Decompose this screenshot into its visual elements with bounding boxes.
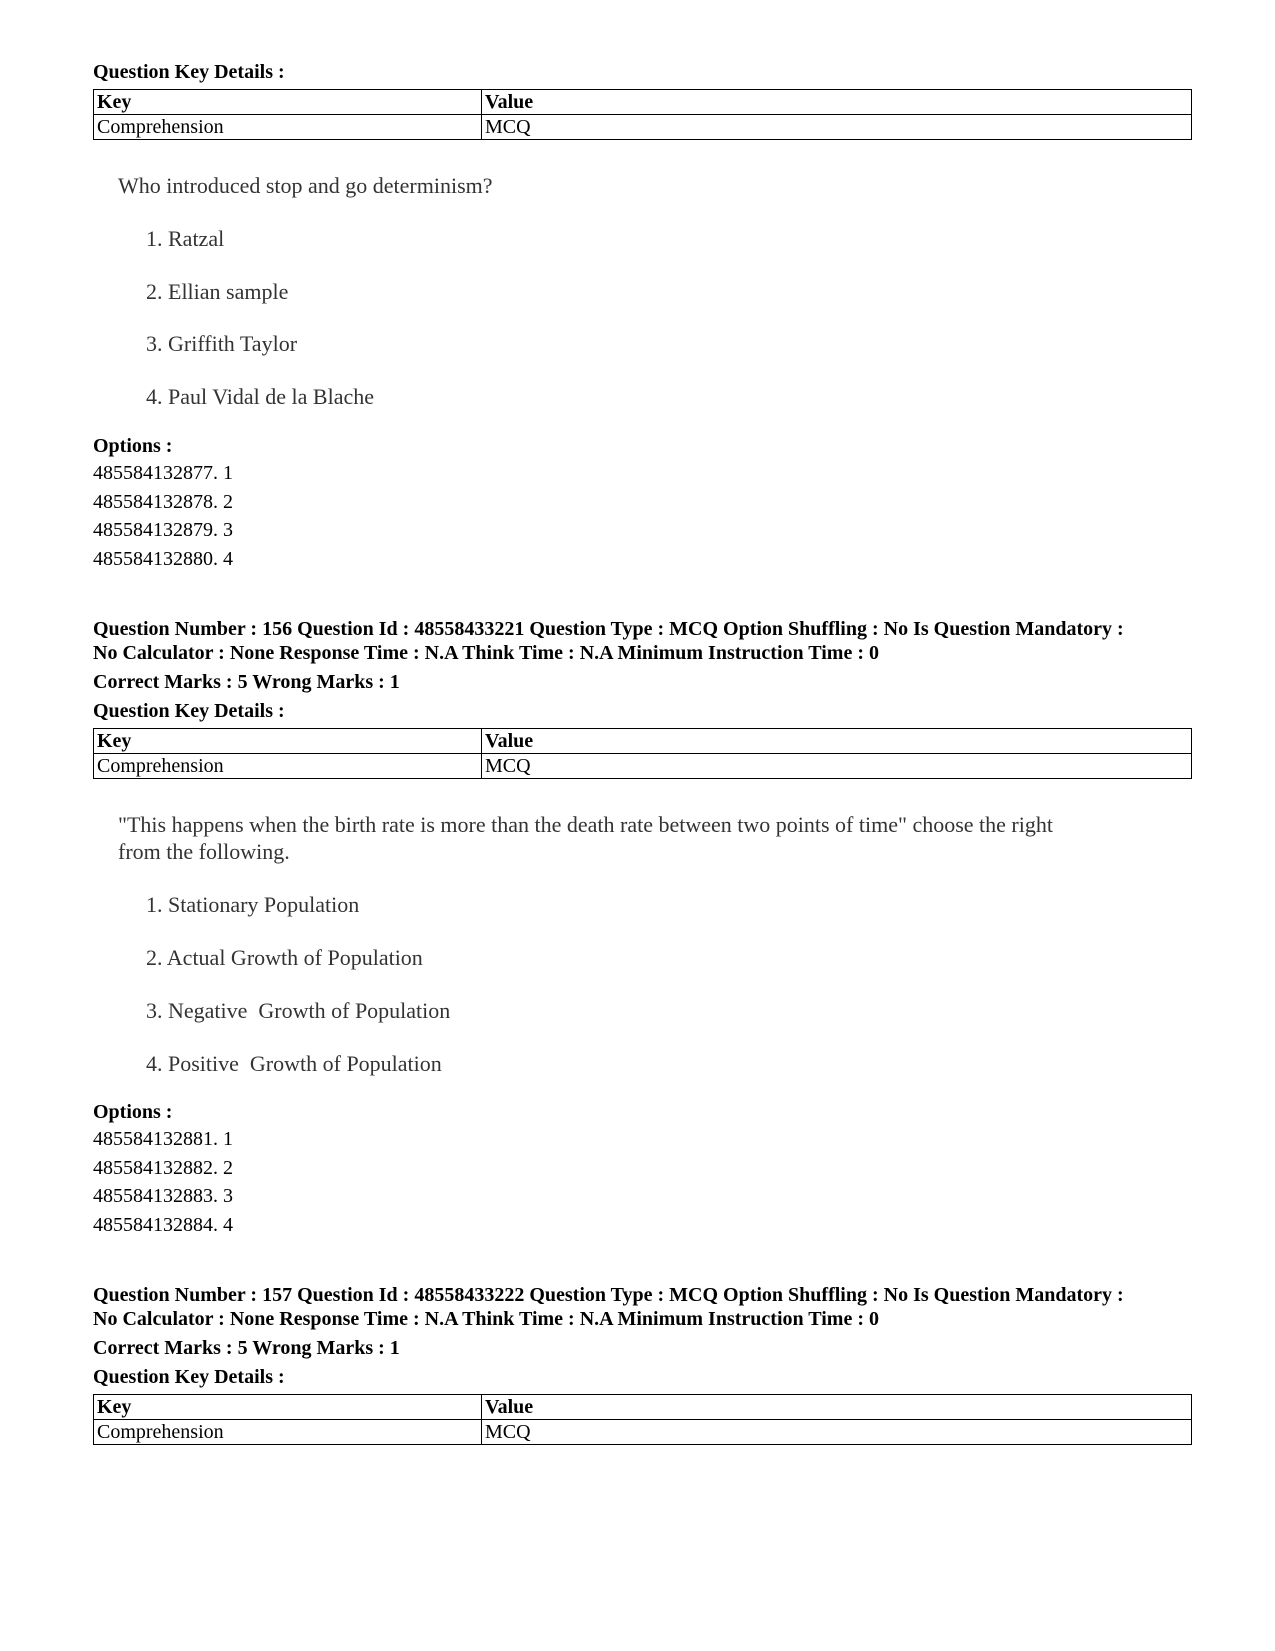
- question-choice: 1. Stationary Population: [146, 892, 360, 917]
- table-header-key: Key: [94, 90, 482, 115]
- question-choice: 2. Ellian sample: [146, 279, 289, 304]
- marks-line: Correct Marks : 5 Wrong Marks : 1: [93, 671, 400, 693]
- question-choice: 1. Ratzal: [146, 226, 225, 251]
- table-cell-key: Comprehension: [94, 754, 482, 779]
- table-cell-key: Comprehension: [94, 1420, 482, 1445]
- options-label: Options :: [93, 435, 173, 457]
- option-item: 485584132881. 1: [93, 1128, 233, 1150]
- option-item: 485584132880. 4: [93, 547, 233, 570]
- options-list: [93, 1125, 233, 1239]
- key-details-label: Question Key Details :: [93, 700, 285, 722]
- question-header-line2: No Calculator : None Response Time : N.A Think Time : N.A Minimum Instruction Time : 0: [93, 1308, 879, 1330]
- table-cell-value: MCQ: [482, 754, 1192, 779]
- option-item: 485584132883. 3: [93, 1185, 233, 1207]
- question-choice: 3. Negative Growth of Population: [146, 998, 451, 1023]
- question-choice: 3. Griffith Taylor: [146, 331, 298, 356]
- table-header-value: Value: [482, 1395, 1192, 1420]
- question-choice: 2. Actual Growth of Population: [146, 945, 423, 970]
- table-cell-key: Comprehension: [94, 115, 482, 140]
- question-text-line1: "This happens when the birth rate is more than the death rate between two points of time" choose the right: [118, 812, 1053, 837]
- option-item: 485584132877. 1: [93, 462, 233, 484]
- table-row: [94, 729, 1192, 754]
- question-header-line1: Question Number : 157 Question Id : 48558433222 Question Type : MCQ Option Shuffling : No Is Question Mandatory :: [93, 1284, 1124, 1306]
- options-label: Options :: [93, 1101, 173, 1123]
- question-choice: 4. Paul Vidal de la Blache: [146, 384, 374, 409]
- table-row: [94, 1395, 1192, 1420]
- option-item: 485584132882. 2: [93, 1156, 233, 1179]
- table-header-key: Key: [94, 1395, 482, 1420]
- question-text-line2: from the following.: [118, 839, 290, 864]
- option-item: 485584132878. 2: [93, 490, 233, 513]
- key-details-table: [93, 728, 1192, 779]
- options-list: [93, 459, 233, 573]
- key-details-label: Question Key Details :: [93, 1366, 285, 1388]
- marks-line: Correct Marks : 5 Wrong Marks : 1: [93, 1337, 400, 1359]
- key-details-table: [93, 1394, 1192, 1445]
- question-header-line2: No Calculator : None Response Time : N.A Think Time : N.A Minimum Instruction Time : 0: [93, 642, 879, 664]
- question-text: Who introduced stop and go determinism?: [118, 173, 493, 198]
- question-header-line1: Question Number : 156 Question Id : 48558433221 Question Type : MCQ Option Shuffling : No Is Question Mandatory :: [93, 618, 1124, 640]
- key-details-label: Question Key Details :: [93, 61, 285, 83]
- question-choice: 4. Positive Growth of Population: [146, 1051, 442, 1076]
- option-item: 485584132884. 4: [93, 1213, 233, 1236]
- table-header-value: Value: [482, 729, 1192, 754]
- table-header-value: Value: [482, 90, 1192, 115]
- option-item: 485584132879. 3: [93, 519, 233, 541]
- table-header-key: Key: [94, 729, 482, 754]
- table-cell-value: MCQ: [482, 115, 1192, 140]
- table-cell-value: MCQ: [482, 1420, 1192, 1445]
- table-row: [94, 754, 1192, 779]
- table-row: [94, 115, 1192, 140]
- table-row: [94, 1420, 1192, 1445]
- key-details-table: [93, 89, 1192, 140]
- table-row: [94, 90, 1192, 115]
